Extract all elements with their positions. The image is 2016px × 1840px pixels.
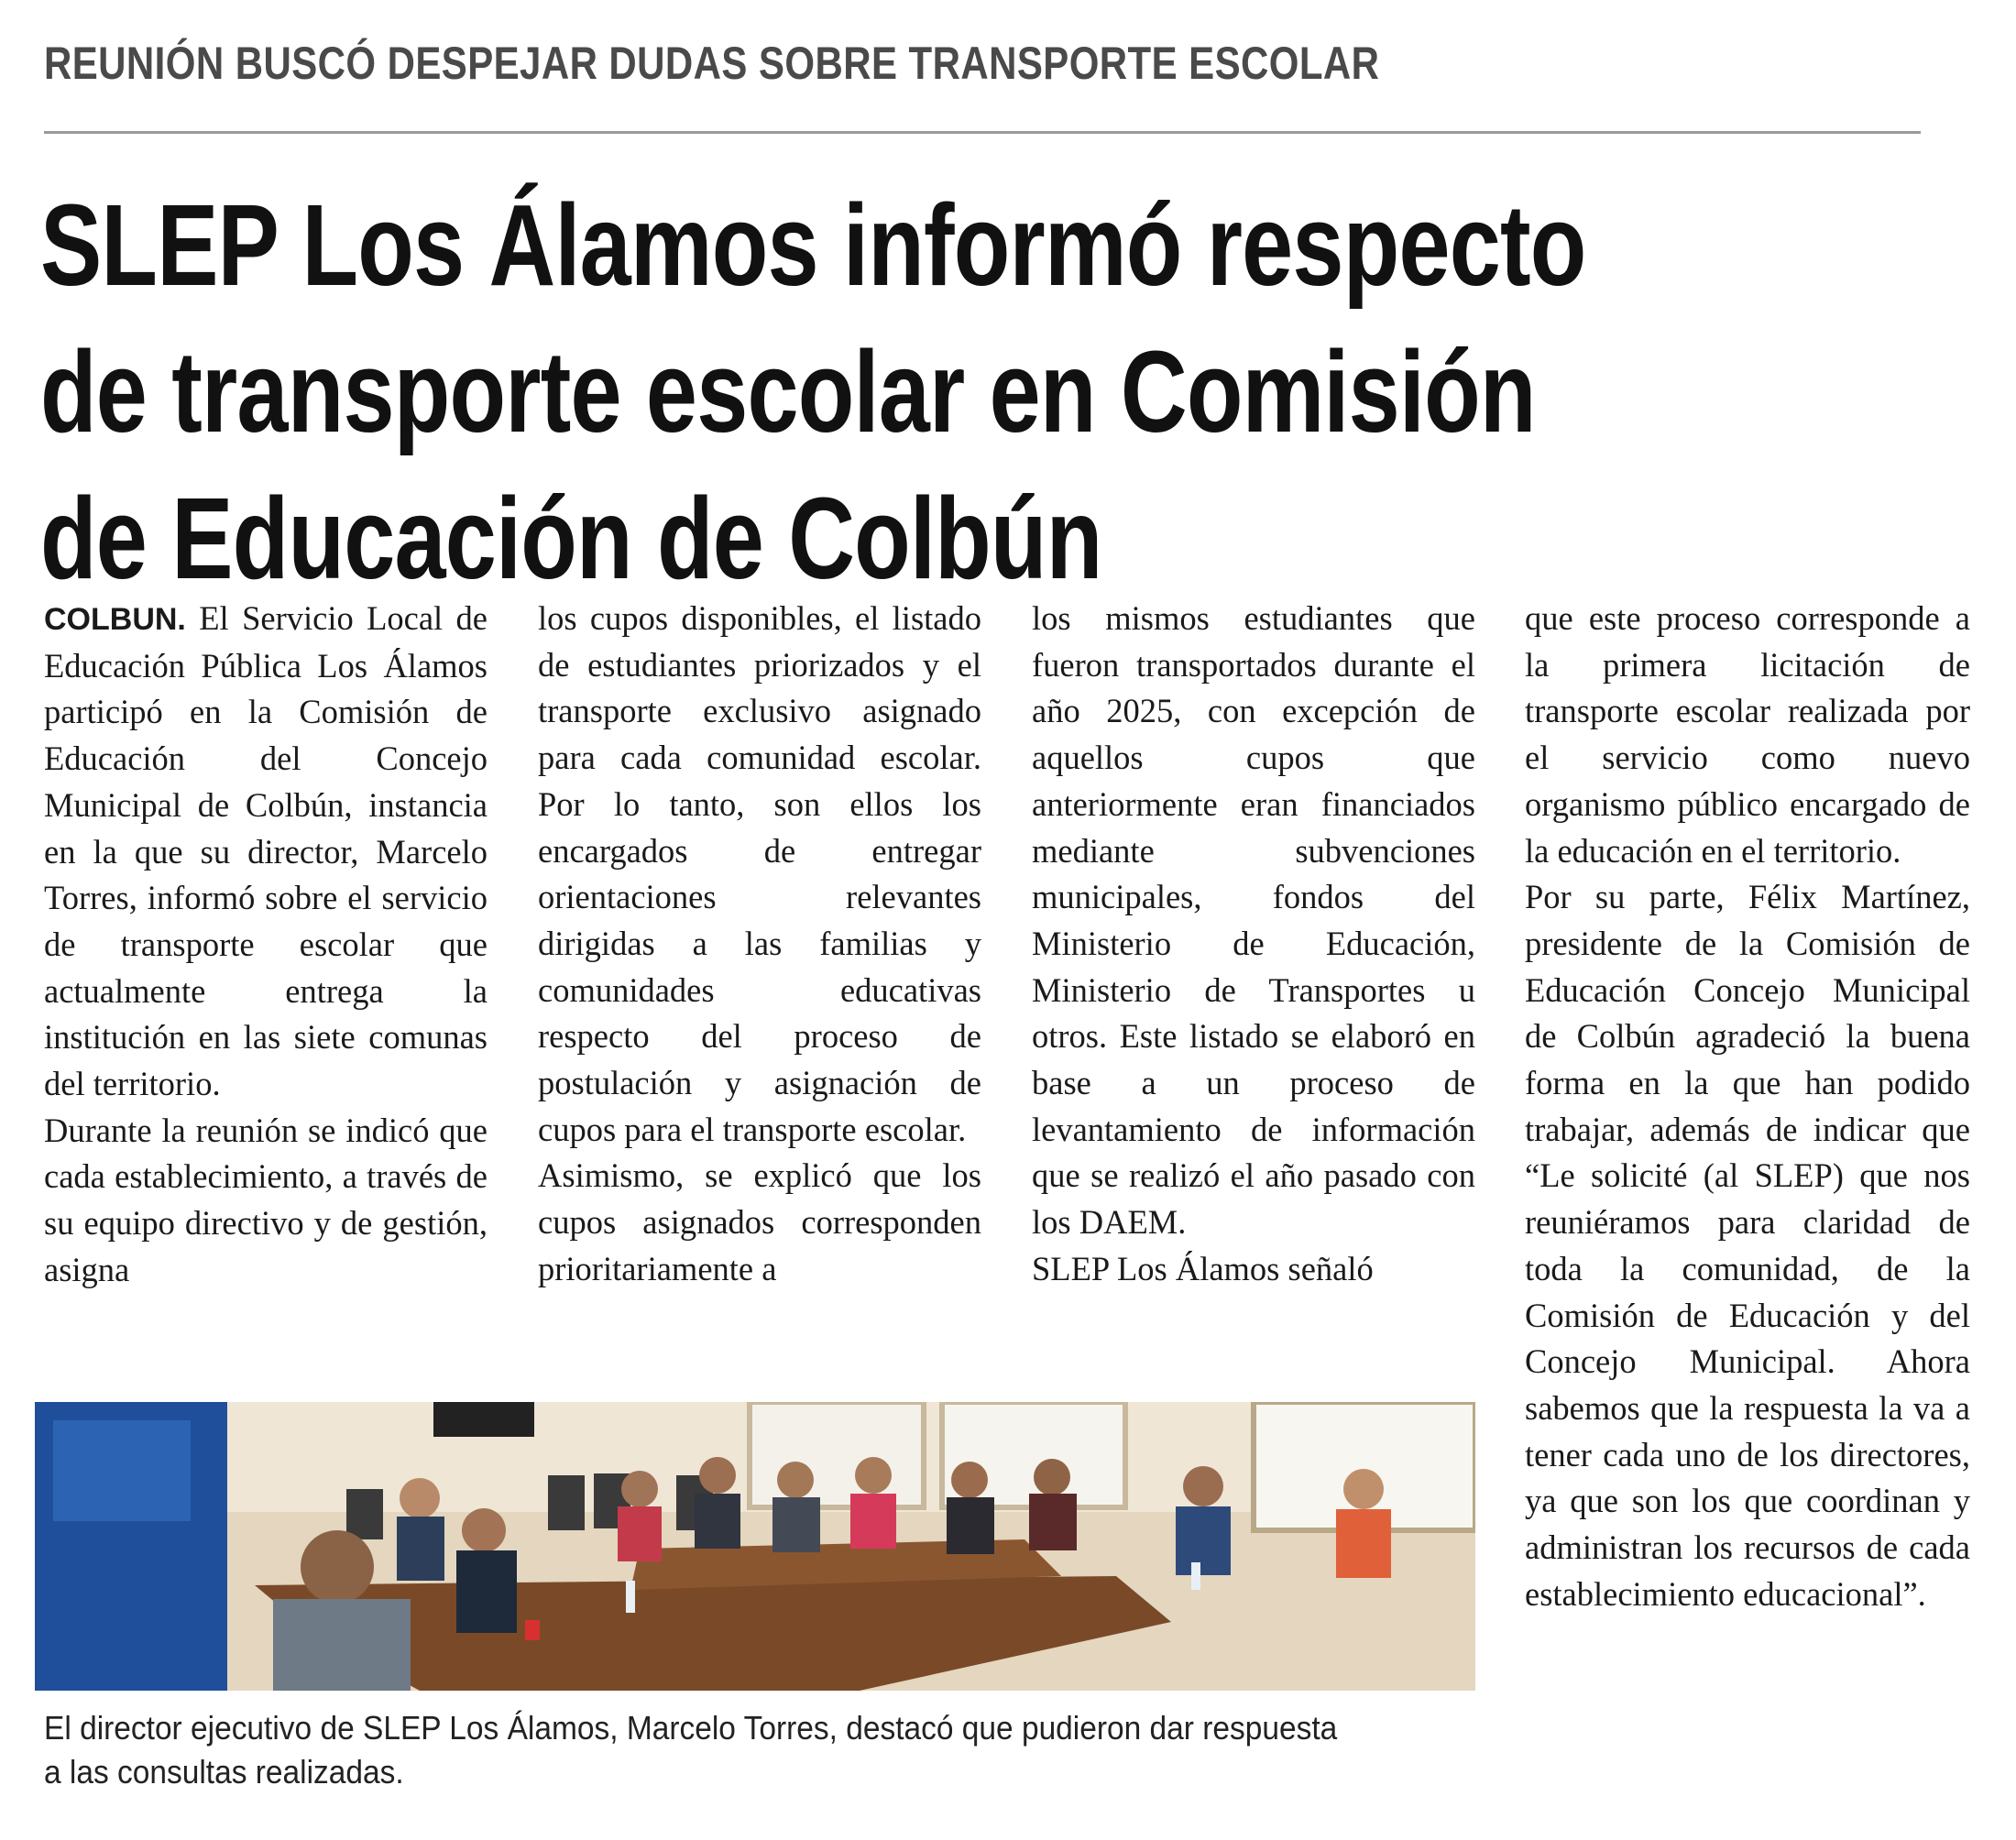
body-column-3 [1032,596,1475,1293]
photo-caption: El director ejecutivo de SLEP Los Álamos, Marcelo Torres, destacó que pudieron dar respuesta a las consultas realizadas. [44,1709,1338,1791]
article-headline [40,172,1586,612]
body-paragraph: Asimismo, se explicó que los cupos asignados corresponden prioritariamente a [538,1156,981,1287]
body-paragraph: los mismos estudiantes que fueron transportados durante el año 2025, con excepción de aquellos cupos que anteriormente eran financiados mediante subvenciones municipales, fondos del Ministerio de Educación, Ministerio de Transportes u otros. Este listado se elaboró en base a un proceso de levantamiento de información que se realizó el año pasado con los DAEM. [1032,599,1475,1242]
body-paragraph [44,596,488,1108]
dateline: COLBUN. [44,602,186,637]
headline-line-1: SLEP Los Álamos informó respecto [40,181,1586,310]
body-column-2 [538,596,981,1293]
body-column-4 [1525,596,1970,1617]
body-paragraph: SLEP Los Álamos señaló [1032,1249,1374,1287]
article-kicker: REUNIÓN BUSCÓ DESPEJAR DUDAS SOBRE TRANSPORTE ESCOLAR [44,38,1380,89]
headline-line-3: de Educación de Colbún [40,474,1102,603]
body-paragraph: que este proceso corresponde a la primera licitación de transporte escolar realizada por el servicio como nuevo organismo público encargado de la educación en el territorio. [1525,599,1970,870]
body-column-1 [44,596,488,1294]
kicker-divider [44,131,1921,134]
meeting-photo-illustration [35,1402,1475,1691]
meeting-photo [35,1402,1475,1691]
headline-line-2: de transporte escolar en Comisión [40,327,1536,456]
body-paragraph: Durante la reunión se indicó que cada establecimiento, a través de su equipo directivo y de gestión, asigna [44,1111,488,1288]
body-paragraph: Por su parte, Félix Martínez, presidente de la Comisión de Educación Concejo Municipal de Colbún agradeció la buena forma en la que han podido trabajar, además de indicar que “Le solicité (al SLEP) que nos reuniéramos para claridad de toda la comunidad, de la Comisión de Educación y del Concejo Municipal. Ahora sabemos que la respuesta la va a tener cada uno de los directores, ya que son los que coordinan y administran los recursos de cada establecimiento educacional”. [1525,878,1970,1613]
paragraph-text: El Servicio Local de Educación Pública Los Álamos participó en la Comisión de Educación del Concejo Municipal de Colbún, instancia en la que su director, Marcelo Torres, informó sobre el servicio de transporte escolar que actualmente entrega la institución en las siete comunas del territorio. [44,599,488,1103]
body-paragraph: los cupos disponibles, el listado de estudiantes priorizados y el transporte exclusivo asignado para cada comunidad escolar. Por lo tanto, son ellos los encargados de entregar orientaciones relevantes dirigidas a las familias y comunidades educativas respecto del proceso de postulación y asignación de cupos para el transporte escolar. [538,599,981,1148]
